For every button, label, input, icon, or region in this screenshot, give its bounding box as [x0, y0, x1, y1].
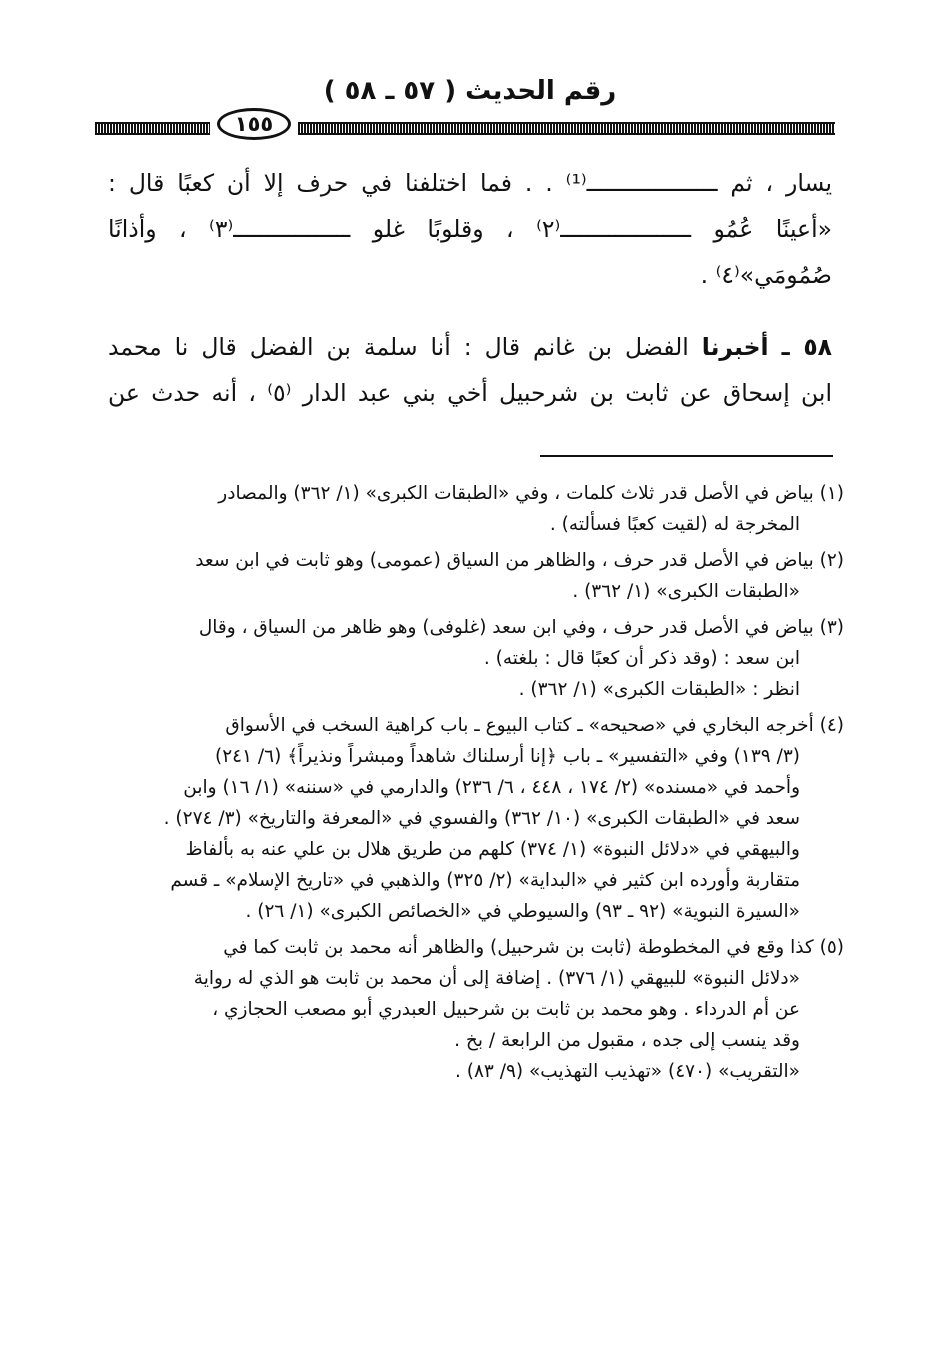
footnote-3: [108, 612, 844, 705]
hadith-58-line: [108, 324, 832, 370]
footnote-2: [108, 545, 844, 607]
footnote-line: «الطبقات الكبرى» (١/ ٣٦٢) .: [572, 581, 800, 602]
footnote-5: [108, 932, 844, 1087]
footnote-line: «التقريب» (٤٧٠) «تهذيب التهذيب» (٩/ ٨٣) .: [454, 1061, 800, 1082]
footnote-line: سعد في «الطبقات الكبرى» (١٠/ ٣٦٢) والفسوي في «المعرفة والتاريخ» (٣/ ٢٧٤) .: [163, 808, 800, 829]
body-paragraph-1: [108, 160, 832, 298]
footnote-gap: [108, 1087, 844, 1092]
footnote-1: [108, 478, 844, 540]
footnote-line: والبيهقي في «دلائل النبوة» (١/ ٣٧٤) كلهم من طريق هلال بن علي عنه به بألفاظ: [185, 839, 800, 860]
footnote-line: (٥) كذا وقع في المخطوطة (ثابت بن شرحبيل) والظاهر أنه محمد بن ثابت كما في: [223, 937, 844, 958]
footnote-line: (٣) بياض في الأصل قدر حرف ، وفي ابن سعد (غلوفى) وهو ظاهر من السياق ، وقال: [198, 617, 844, 638]
footnote-line: (١) بياض في الأصل قدر ثلاث كلمات ، وفي «الطبقات الكبرى» (١/ ٣٦٢) والمصادر: [218, 483, 844, 504]
footnote-line: انظر : «الطبقات الكبرى» (١/ ٣٦٢) .: [518, 679, 800, 700]
hadith-number: ٥٨ ـ: [781, 333, 832, 361]
footnote-line: (٢) بياض في الأصل قدر حرف ، والظاهر من السياق (عمومى) وهو ثابت في ابن سعد: [195, 550, 844, 571]
footnote-line: متقاربة وأورده ابن كثير في «البداية» (٢/ ٣٢٥) والذهبي في «تاريخ الإسلام» ـ قسم: [170, 870, 800, 891]
hadith-lead-word: أخبرنا: [701, 333, 769, 361]
body-line: صُمُومَي»⁽٤⁾ .: [700, 261, 832, 289]
rule-right: [298, 122, 835, 135]
footnote-line: وأحمد في «مسنده» (٢/ ١٧٤ ، ٤٤٨ ، ٦/ ٢٣٦) والدارمي في «سننه» (١/ ١٦) وابن: [183, 777, 800, 798]
rule-left: [95, 122, 210, 135]
footnote-line: (٣/ ١٣٩) وفي «التفسير» ـ باب ﴿إنا أرسلناك شاهداً ومبشراً ونذيراً﴾ (٦/ ٢٤١): [215, 746, 800, 767]
body-paragraph-2: [108, 324, 832, 416]
body-line: يسار ، ثم ـــــــــــــــــــ⁽¹⁾ . . فما اختلفنا في حرف إلا أن كعبًا قال :: [108, 169, 832, 197]
footnote-separator: [540, 455, 833, 457]
body-line: «أعينًا عُمُو ـــــــــــــــــــ⁽٢⁾ ، وقلوبًا غلو ـــــــــــــــــ⁽٣⁾ ، وأذانًا: [108, 215, 832, 243]
footnote-line: «السيرة النبوية» (٩٢ ـ ٩٣) والسيوطي في «الخصائص الكبرى» (١/ ٢٦) .: [245, 901, 800, 922]
footnote-line: عن أم الدرداء . وهو محمد بن ثابت بن شرحبيل العبدري أبو مصعب الحجازي ،: [212, 999, 800, 1020]
footnote-line: ابن سعد : (وقد ذكر أن كعبًا قال : بلغته) .: [483, 648, 800, 669]
body-line: ابن إسحاق عن ثابت بن شرحبيل أخي بني عبد الدار ⁽٥⁾ ، أنه حدث عن: [108, 379, 832, 407]
footnotes: [108, 478, 844, 1092]
footnote-line: «دلائل النبوة» للبيهقي (١/ ٣٧٦) . إضافة إلى أن محمد بن ثابت هو الذي له رواية: [193, 968, 800, 989]
footnote-line: وقد ينسب إلى جده ، مقبول من الرابعة / بخ .: [454, 1030, 800, 1051]
footnote-line: المخرجة له (لقيت كعبًا فسألته) .: [549, 514, 800, 535]
hadith-line-rest: الفضل بن غانم قال : أنا سلمة بن الفضل قال نا محمد: [108, 333, 702, 361]
header-rule: [95, 108, 835, 142]
running-title: رقم الحديث ( ٥٧ ـ ٥٨ ): [323, 76, 617, 106]
footnote-line: (٤) أخرجه البخاري في «صحيحه» ـ كتاب البيوع ـ باب كراهية السخب في الأسواق: [225, 715, 844, 736]
footnote-4: [108, 710, 844, 927]
page-number-badge: ١٥٥: [217, 108, 291, 140]
